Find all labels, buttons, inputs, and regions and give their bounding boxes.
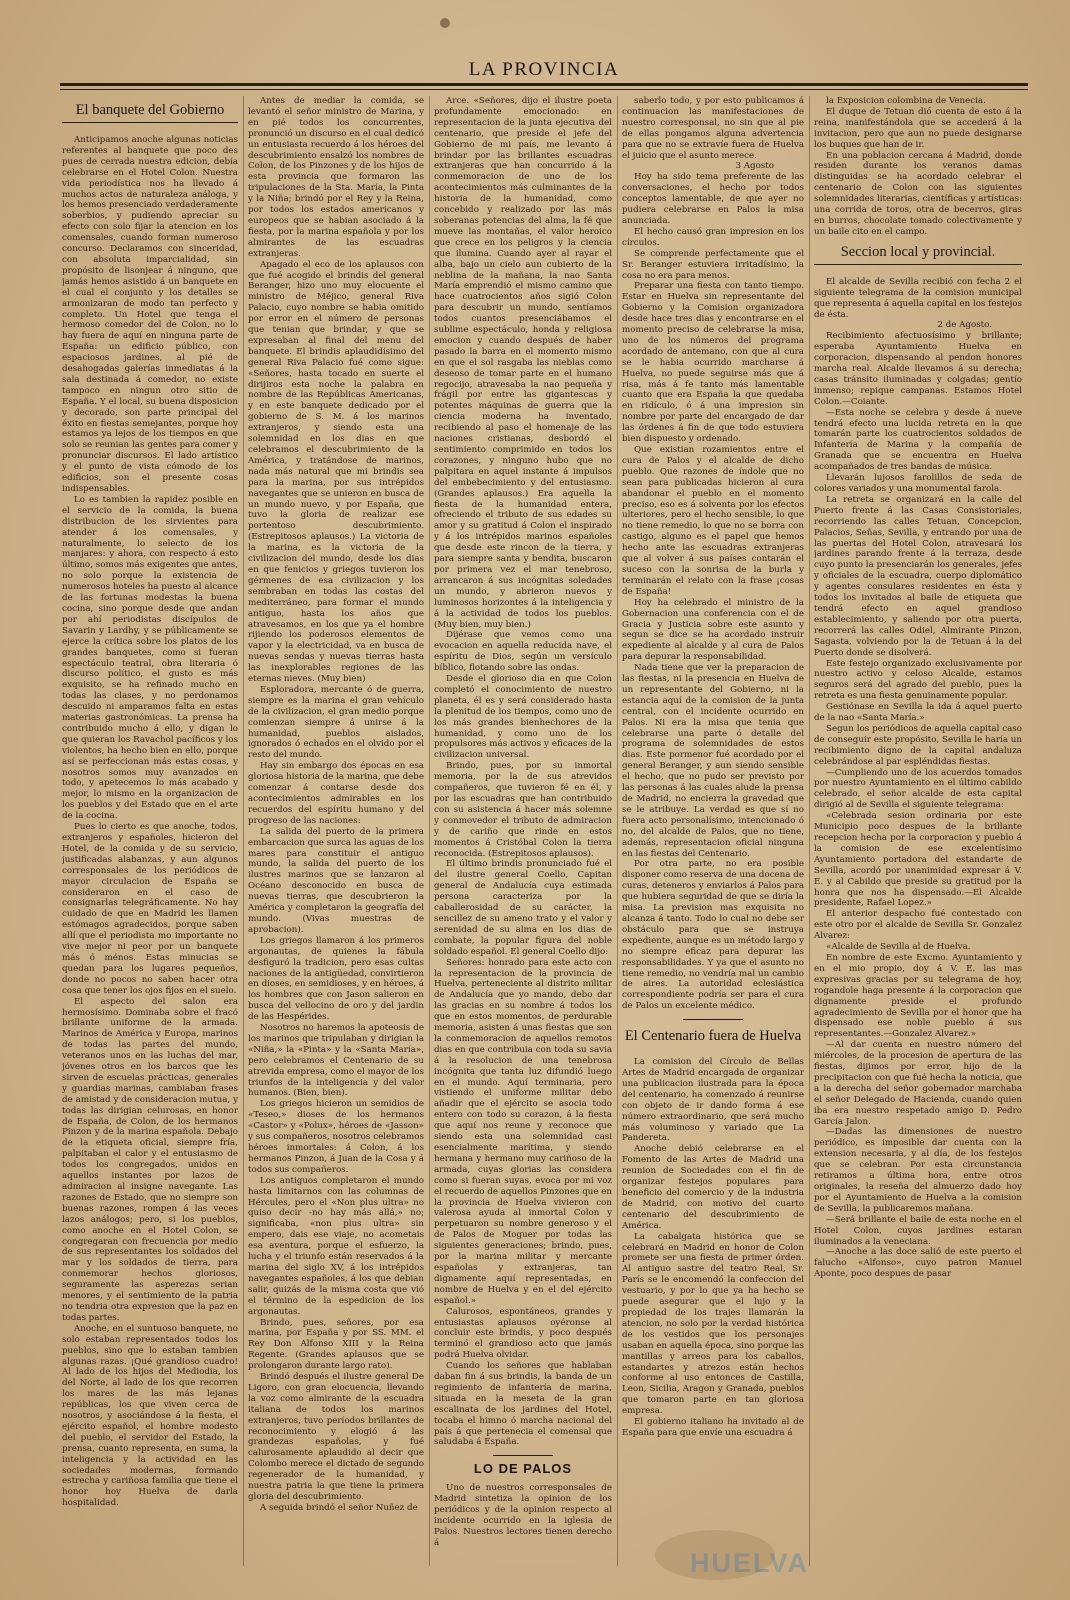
paragraph: —Al dar cuenta en nuestro número del miércoles, de la procesion de apertura de las fiestas, dijimos por error, hijo de la precipitacion con que fué hecha la noticia, que a la derecha del señor gobernador marchaba el señor Delegado de Hacienda, cuando quien iba era nuestro respetado amigo D. Pedro García Jalon.: [814, 1040, 1022, 1127]
section-rule: [493, 1455, 553, 1456]
paragraph: Por otra parte, no era posible disponer como reserva de una docena de curas, deteneros y enviarlos á Palos para que hubiera seguridad de que se diría la misa. La prevision mas exquisita no alcanza á tanto. Todo lo cual no debe ser obstáculo para que se instruya expediente, aunque es un método largo y no siempre eficaz para depurar las responsabilidades. Y ya que el asunto no tiene remedio, no vendría mal un cambio de aires. La autoridad eclesiástica correspondiente podría ser para el cura de Palos un excelente médico.: [622, 859, 804, 1012]
paragraph: El anterior despacho fué contestado con este otro por el alcalde de Sevilla Sr. Gonzalez Alvarez:: [814, 909, 1022, 942]
paragraph: Desde el glorioso dia en que Colon completó el conocimiento de nuestro planeta, él es y será considerado hasta la plenitud de los tiempos, como uno de los más grandes bienhechores de la humanidad, y como uno de los propulsores más activos y eficaces de la civilizacion universal.: [434, 674, 612, 761]
masthead-rule: [60, 83, 1028, 86]
paragraph: Calurosos, espontáneos, grandes y entusiastas aplausos oyéronse al concluir este brindis, y poco después terminó el grandioso acto que jamás podrá Huelva olvidar.: [434, 1306, 612, 1361]
section-rule: [683, 1019, 743, 1020]
dateline: 3 Agosto: [735, 161, 774, 172]
paragraph: La retreta se organizará en la calle del Puerto frente á las Casas Consistoriales, recorriendo las calles Tetuan, Concepcion, Palacios, Señas, Sevilla, y entrando por una de las puertas del Hotel Colon, atravesará los jardines parando frente á la terraza, desde cuyo punto la presenciarán los generales, jefes y oficiales de la escuadra, cuerpo diplomático y agentes consulares residentes en ésta y todos los invitados al baile de etiqueta que tendrá efecto en aquel grandioso establecimiento, y saliendo por otra puerta, recorrerá las calles Odiel, Almirante Pinzon, Sagasta, volviendo por la de Tetuan á la del Puerto donde se disolverá.: [814, 494, 1022, 658]
paragraph: —Será brillante el baile de esta noche en el Hotel Colon, cuyos jardines estaran iluminados a la veneciana.: [814, 1214, 1022, 1247]
paragraph: Nosotros no haremos la apoteosis de los marinos que tripulaban y dirigian la «Niña,» la «Pinta» y la «Santa María», pero celebramos el Centenario de su atrevida empresa, como el mayor de los triunfos de la inteligencia y del valor humanos. (Bien, bien).: [248, 1023, 424, 1099]
paragraph: La comision del Círculo de Bellas Artes de Madrid encargada de organizar una publicacion ilustrada para la época del centenario, ha comenzado á reunirse con objeto de ir dando forma á ese número extraordinario, que será mucho más voluminoso y variado que La Pandereta.: [622, 1057, 804, 1144]
paragraph: Que existian rozamientos entre el cura de Palos y el alcalde de dicho pueblo. Que razones de índole que no sean para publicadas hicieron al cura abandonar el pueblo en el momento preciso, eso es á solventa por los efectos ulteriores, pero el hecho sensible, lo que no tiene remedio, lo que no se borra con castigo, alguno es el papel que hemos hecho ante las escuadras extranjeras que al volver á sus países contarán el suceso con la sonrisa de la burla y terminarán el relato con la frase ¡cosas de España!: [622, 445, 804, 597]
paragraph: Nada tiene que ver la preparacion de las fiestas, ni la presencia en Huelva de un representante del Gobierno, ni la estancia aquí de la comision de la junta central, con el incidente ocurrido en Palos. Ni era la misa que tenia que celebrarse una parte ó detalle del programa de solemnidades de estos dias. Este pormenor fué acordado por el general Beranger, y aun siendo sensible el hecho, que no pudo ser previsto por las personas á las cuales alude la prensa de Madrid, no encierra la gravedad que se le atribuye. La verdad es que sí no fuera acto personalísimo, intencionado ó no, del alcalde de Palos, que no tiene, además, representacion oficial ninguna en las fiestas del Centenario.: [622, 663, 804, 859]
paragraph: «Celebrada sesion ordinaria por este Municipio poco despues de la brillante recepcion hecha por la corporacion y pueblo á la comision de ese excelentísimo Ayuntamiento portadora del estandarte de Sevilla, acordó por unanimidad expresar á V. E. y al Cabildo que preside su gratitud por la honra que nos ha dispensado.—El Alcalde presidente, Rafael Lopez.»: [814, 811, 1022, 909]
article-heading: El Centenario fuera de Huelva: [624, 1028, 802, 1045]
masthead-rule-thin: [60, 89, 1028, 90]
paragraph: Dijérase que vemos como una evocacion en aquella reducida nave, el espíritu de Dios, según un versículo bíblico, flotando sobre las ondas.: [434, 630, 612, 674]
column-divider: [429, 96, 430, 1566]
paragraph: Hoy ha celebrado el ministro de la Gobernacion una conferencia con el de Gracia y Justicia sobre este asunto y segun se dice se ha acordado instruir expediente al alcalde y al cura de Palos para depurar la responsabilidad.: [622, 597, 804, 663]
paragraph: Brindó después el ilustre general De Ligoro, con gran elocuencia, llevando la voz como almirante de la escuadra italiana de todos los marinos extranjeros, tuvo períodos brillantes de reconocimiento y elogió á las grandezas españolas, y fué calurosamente aplaudido al decir que Colombo merece el dictado de segundo regenerador de la humanidad, y nuestra patria la que tiene la primera gloria del descubrimiento.: [248, 1372, 424, 1502]
paragraph: Apagado el eco de los aplausos con que fué acogido el brindis del general Beranger, hizo uno muy elocuente el ministro de Méjico, general Riva Palacio, cuyo nombre se habia omitido por error en el número de personas que tenian que brindar, y que se expresaban al final del menu del banquete. El brindis aplaudidísimo del general Riva Palacio fué como sigue: «Señores, hasta tocado en suerte el dirijiros esta noche la palabra en nombre de las Repúblicas Americanas, y en este banquete dedicado por el gobierno de S. M. á los marinos extranjeros, y siendo esta una solemnidad en los dias en que celebramos el descubrimiento de la América, y tratándose de marinos, nada más natural que mi brindis sea para la marina, por sus intrépidos navegantes que se unieron en busca de un mundo nuevo, y por España, que tuvo la gloria de realizar ese portentoso descubrimiento. (Estrepitosos aplausos.) La victoria de la marina, es la victoria de la civilizacion del mundo, desde los dias en que fenicios y griegos tuvieron los gérmenes de esa civilizacion y los sembraban en todas las costas del mediterráneo, para formar el mundo antiguo, hasta los años que atravesamos, en los que ya el hombre rijiendo los poderosos elementos de vapor y la electricidad, va en busca de nuevas sendas y nuevas tierras hasta las inexplorables regiones de las eternas nieves. (Muy bien): [248, 259, 424, 685]
column-5: [814, 96, 1022, 1566]
paragraph: El hecho causó gran impresion en los círculos.: [622, 226, 804, 248]
paragraph: —Cumpliendo uno de los acuerdos tomados por nuestro Ayuntamiento en el último cabildo celebrado, el señor alcalde de esta capital dirigió al de Sevilla el siguiente telegrama:: [814, 767, 1022, 811]
archive-watermark: HUELVA: [690, 1548, 809, 1578]
masthead: [60, 58, 1028, 86]
paragraph: El aspecto del salon era hermosísimo. Dominaba sobre el fracó brillante uniforme de la armada. Marinos de América y Europa, marinos de todas las partes del mundo, veteranos unos en las luchas del mar, jóvenes otros en los barcos que les sirven de escuelas prácticas, generales y guardias marinas, cambiaban frases de amistad y de consideracion mutua, y todas las dirigian celurosas, en honor de España, de Colon, de los hermanos Pinzon y de la marina española. Debajo de la etiqueta oficial, siempre fría, palpitaban el calor y el entusiasmo de todos los congregados, unidos en aquellos instantes por lazos de admiracion al insigne navegante. Las razones de Estado, que no siempre son buenas razones, rompen á las veces lazos análogos; pero, si los pueblos, como anoche en el Hotel Colon, se congregaran con frecuencia por medio de sus representantes los soldados del mar y los soldados de tierra, para conmemorar hechos gloriosos, seguramente las asperezas serian menores, y el sentimiento de la patria no tendria otra expresion que la paz en todas partes.: [62, 996, 238, 1323]
paragraph: Señores: honrado para este acto con la representacion de la provincia de Huelva, perteneciente al distrito militar de Andalucía que yo mando, debo dar las gracias en su nombre á todos los que en estos momentos, de perdurable memoria, asisten á unas fiestas que son la conmemoracion de aquellos remotos dias en que contribuia con toda su savia á la resolucion de una tenebrosa incógnita que tanta luz difundió luego en el mundo. Aquí terminaria, pero vistiendo el uniforme militar debo añadir que el ejército se asocia todo entero con todo su corazon, á la fiesta que aquí nos reune y reconoce que siendo esta una solemnidad casi esencialmente marítima, y siendo hermana y hermano muy cariñoso de la armada, cuyas glorias las considera como si fueran suyas, evoca por mi voz el recuerdo de aquellos Pinzones que en la provincia de Huelva vivieron con valerosa ayuda al inmortal Colon y perpetuaron su nombre generoso y el de Palos de Moguer por todas las siguientes generaciones; brindo, pues, por la marina militar y mercante españolas y extranjeras, tan dignamente aquí representadas, en nombre de Huelva y en el del ejército español.»: [434, 957, 612, 1306]
paper-pinhole: [440, 18, 450, 28]
column-divider: [243, 96, 244, 1566]
paragraph: Antes de mediar la comida, se levantó el señor ministro de Marina, y en pié todos los concurrentes, pronunció un discurso en el cual dedicó un entusiasta recuerdo á los héroes del descubrimiento ensalzó los nombres de Colon, de los Pinzones y de los hijos de esta provincia que formaron las tripulaciones de la Sta. María, la Pinta y la Niña; brindó por el Rey y la Reina, por todos los estados americanos y europeos que se habian asociado á la fiesta, por la marina española y por los almirantes de las escuadras extranjeras.: [248, 96, 424, 259]
column-4: [622, 96, 804, 1566]
paragraph: Llevarán lujosos farolillos de seda de colores variados y una monumental farola.: [814, 473, 1022, 494]
column-1: [62, 96, 238, 1566]
paragraph: En una poblacion cercana á Madrid, donde residen durante los veranos damas distinguidas se ha acordado celebrar el centenario de Colon con las siguientes solemnidades literarias, científicas y artísticas: una corrida de toros, otra de becerros, giras en burros, chocolate tomado colectivamente y un baile cito en el campo.: [814, 150, 1022, 237]
masthead-title: LA PROVINCIA: [468, 59, 620, 80]
paragraph: —Esta noche se celebra y desde á nueve tendrá efecto una lucida retreta en la que tomarán parte los cuatrocientos soldados de Infantería de Marina y la compañía de Granada que se encuentra en Huelva acompañados de tres bandas de música.: [814, 407, 1022, 473]
paragraph: Gestiónase en Sevilla la ida á aquel puerto de la nao «Santa María.»: [814, 702, 1022, 724]
dateline: 2 de Agosto.: [937, 320, 992, 331]
paragraph: saberlo todo, y por esto publicamos á continuacion las manifestaciones de nuestro corresponsal, no sin que al pie de ellas pongamos alguna advertencia para que no se extravíe fuera de Huelva el juicio que el asunto merece.: [622, 96, 804, 161]
paragraph: Recibimiento afectuosísimo y brillante; esperaba Ayuntamiento Huelva en corporacion, dispensando al pendon honores marcha real. Alcalde llevamos á su derecha; casas tránsito iluminadas y colgadas; gentío inmenso; repique campanas. Estamos Hotel Colon.—Coiante.: [814, 331, 1022, 407]
paragraph: Los griegos llamaron á los primeros argonautas, de quienes la fábula desfiguró la tradicion, pero esas cultas naciones de la antigüedad, convirtieron en dioses, en semidioses, y en héroes, á los hombres que con Jason salieron en busca del vellocino de oro y del jardin de las Hespérides.: [248, 935, 424, 1023]
paragraph: Brindo, pues, por su inmortal memoria, por la de sus atrevidos compañeros, que tuvieron fé en él, y por las escuadras que han contribuido con su asistencia á hacer más solemne y conmovedor el tributo de admiracion y de cariño que rinde en estos momentos á Cristóbal Colon la tierra reconocida. (Estrepitosos aplausos).: [434, 761, 612, 859]
paragraph: Se comprende perfectamente que el Sr. Beranger estuviera irritadísimo, la cosa no era para menos.: [622, 248, 804, 281]
section-heading: Seccion local y provincial.: [814, 243, 1022, 265]
paragraph: Uno de nuestros corresponsales de Madrid sintetiza la opinion de los periódicos y de la opinion respecto al incidente ocurrido en la iglesia de Palos. Nuestros lectores tienen derecho á: [434, 1483, 612, 1548]
paragraph: Anoche, en el suntuoso banquete, no solo estaban representados todos los pueblos, sino que lo estaban tambien algunas razas. ¡Qué grandioso cuadro! Al lado de los hijos del Mediodia, los del Norte, al lado de los que recorren los mares de las más lejanas repúblicas, los que viven cerca de nosotros, y asociándose á la fiesta, el ejército español, el hombre modesto del pueblo, el servidor del Estado, la prensa, cuanto representa, en suma, la inteligencia y la actividad en las sociedades modernas, formando estrecha y cariñosa familia que tiene el honor hoy Huelva de darla hospitalidad.: [62, 1323, 238, 1509]
paragraph: La cabalgata histórica que se celebrará en Madrid en honor de Colon promete ser una fiesta de primer órden. Al antiguo sastre del teatro Real, Sr. París se le encomendó la confeccion del vestuario, y por lo que ya ha hecho se puede asegurar que el lujo y la propiedad de los trajes llamarán la atencion, no solo por la verdad histórica de los vestidos que los personajes usaban en aquella época, sino porque las mantillas y arreos para los caballos, estandartes y atrezos están hechos conforme al uso entonces de Castilla, Leon, Sicilia, Aragon y Granada, pueblos que tomaron parte en tan gloriosa empresa.: [622, 1231, 804, 1417]
article-heading: LO DE PALOS: [473, 1461, 573, 1477]
article-heading: El banquete del Gobierno: [62, 101, 238, 123]
paragraph: la Exposicion colombina de Venecia.: [826, 96, 986, 106]
paragraph: Hoy ha sido tema preferente de las conversaciones, el hecho por todos conceptos lamentable, de que ayer no pudiera celebrarse en Palos la misa anunciada.: [622, 172, 804, 226]
paragraph: Este festejo organizado exclusivamente por nuestro activo y celoso Alcalde, estamos seguros será del agrado del pueblo, pues la retreta es una fiesta genuinamente popular.: [814, 658, 1022, 702]
paragraph: Anticipamos anoche algunas noticias referentes al banquete que poco des pues de cerrada nuestra edicion, debía celebrarse en el Hotel Colon. Nuestra vida periodística nos ha llevado á muchos actos de naturaleza análoga, y los hemos presenciado verdaderamente soberbios, y pudiendo apreciar su efecto con solo fijar la atencion en los comensales, cuando forman numeroso concurso. Declaramos con sinceridad, con absoluta imparcialidad, sin propósito de lisonjear á ninguno, que jamás hemos asistido á un banquete en el cual el conjunto y los detalles se armonizaran de modo tan perfecto y completo. Un Hotel que tenga el hermoso comedor del de Colon, no lo hay fuera de aquí en ninguna parte de España: un edificio público, con espaciosos jardines, al pié de desahogadas galerías inmediatas á la sala destinada á comedor, no existe tampoco en ningun otro sitio de España. Y el local, su buena disposicion y decorado, son parte principal del éxito en fiestas semejantes, porque hoy estamos ya lejos de los tiempos en que solo se reunian las gentes para comer y pronunciar discursos. El lado artístico y el punto de vista cómodo de los edificios, son el presente cosas indispensables.: [62, 135, 238, 494]
paragraph: Anoche debió celebrarse en el Fomento de las Artes de Madrid una reunion de Sociedades con el fin de organizar festejos populares para beneficio del comercio y de la industria de Madrid, con motivo del cuarto centenario del descubrimiento de América.: [622, 1144, 804, 1231]
paragraph: La salida del puerto de la primera embarcacion que surca las aguas de los mares para constituir el antiguo mundo, la salida del puerto de los ilustres marinos que se lanzaron al Océano desconocido en busca de nuevas tierras, que descubrieron la América y completaron la geografía del mundo. (Vivas muestras de aprobacion).: [248, 826, 424, 935]
column-3: [434, 96, 612, 1566]
paragraph: —Dadas las dimensiones de nuestro periódico, es imposible dar cuenta con la extension necesaria, y al día, de los festejos que se celebran. Por esta circunstancia retiramos a última hora, entre otros originales, la reseña del almuerzo dado hoy por el Ayuntamiento de Huelva a la comision de Sevilla, la publicaremos mañana.: [814, 1127, 1022, 1214]
paragraph: El alcalde de Sevilla recibió con fecha 2 el siguiente telegrama de la comision municipal que representa á aquella capital en los festejos de ésta.: [814, 276, 1022, 320]
paragraph: Cuando los señores que hablaban daban fin á sus brindis, la banda de un regimiento de infantería de marina, situada en la meseta de la gran escalinata de los jardines del Hotel, tocaba el himno ó marcha nacional del país á que pertenecia el comensal que saludaba á España.: [434, 1361, 612, 1448]
paragraph: —Anoche a las doce salió de este puerto el falucho «Alfonso», cuyo patron Manuel Aponte, poco despues de pasar: [814, 1247, 1022, 1280]
paragraph: El último brindis pronunciado fué el del ilustre general Coello, Capitan general de Andalucía cuya estimada persona caracteriza por la caballerosidad de su carácter, la sencillez de su ameno trato y el valor y serenidad de su alma en los dias de combate, la popular figura del noble soldado español. El general Coello dijo:: [434, 859, 612, 957]
paragraph: Lo es tambien la rapidez posible en el servicio de la comida, la buena distribucion de los sirvientes para atender á los comensales, y naturalmente, lo selecto de los manjares: y ahora, con respecto á esto último, somos más exigentes que antes, no solo porque la existencia de numerosos hoteles ha puesto al alcance de las fortunas modestas la buena cocina, sino porque desde que andan por ahí periodistas discípulos de Savarin y Lardhy, y se públicamente se ejerce la crítica sobre los platos de los grandes banquetes, como si fueran espectáculo teatral, obra literaria ó discurso político, el gusto es más exquisito, se ha refinado mucho en todas las clases, y no perdonamos descuido ni amparamos falta en estas materias gastronómicas. La prensa ha contribuido mucho á ello, y digan lo que quieran los Ravachol pacíficos y los violentos, ha hecho bien en ello, porque así se perfeccionan más estas cosas, y nosotros somos muy avanzados en todo, y apetecemos lo más acabado y mejor, lo mismo en la organizacion de los pueblos y del Estado que en el arte de la cocina.: [62, 494, 238, 822]
paragraph: Segun los periódicos de aquella capital caso de conseguir este propósito, Sevilla le haría un recibimiento digno de la capital andaluza celebrándose al par espléndidas fiestas.: [814, 723, 1022, 767]
paragraph: Preparar una fiesta con tanto tiempo. Estar en Huelva sin representante del Gobierno y la Comision organizadora desde hace tres dias y encontrarse en el momento preciso de celebrarse la misa, uno de los números del programa acordado de antemano, con que al cura se le habia ocurrido marcharse á Huelva, no puede seguirse más que á risa, más á fe tanto más lamentable cuanto que era España la que quedaba en ridículo, ó á una impresion sin nombre por parte del encargado de dar las órdenes á fin de que todo estuviera bien dispuesto y ordenado.: [622, 281, 804, 445]
paragraph: Los griegos hicieron un semidios de «Teseo,» dioses de los hermanos «Castor» y «Polux», héroes de «Jasson» y sus compañeros, nosotros celebramos héroes inmortales: á Colon, á los hermanos Pinzon, á Juan de la Cosa y á todos sus compañeros.: [248, 1099, 424, 1175]
paragraph: El gobierno italiano ha invitado al de España para que envíe una escuadra á: [622, 1417, 804, 1438]
paragraph: Arce. «Señores, dijo el ilustre poeta profundamente emocionado: en representacion de la junta ejecutiva del centenario, que preside el jefe del Gobierno de mi país, me levanto á brindar por las brillantes escuadras extranjeras que han concurrido á la conmemoracion de uno de los acontecimientos más culminantes de la historia de la humanidad, como concebido y realizado por las más soberanas potencias del alma, la fé que mueve las montañas, el valor heroico que crece en los peligros y la ciencia que ilumina. Cuando ayer al rayar el alba, bajo un cielo aun cubierto de la neblina de la mañana, la nao Santa María emprendió el mismo camino que hace cuatrocientos años sigió Colon para descubrir un mundo, sentíamos todos cuantos presenciábamos el sublime espectáculo, honda y religiosa emocion y cuando después de haber pasado la barra en el momento mismo en que el sol rasgaba las nieblas como deseoso de tomar parte en el humano regocijo, atravesaba la nao pequeña y frágil por entre las gigantescas y potentes máquinas de guerra que la ciencia moderna ha inventado, recibiendo al paso el homenaje de las naciones cristianas, desbordó el sentimiento comprimido en todos los corazones, y ninguno hubo que no palpitara en aquel instante á impulsos del embebecimiento y del entusiasmo. (Grandes aplausos.) Era aquella la fiesta de la humanidad entera, ofreciendo el tributo de sus edades su amor y su gratitud á Colon el inspirado y á los intrépidos marinos españoles que desde este rincon de la tierra, y para siempre santa y bendita, buscaron por primera vez el mar tenebroso, arrancaron á sus incógnitas soledades un mundo, y abrieron nuevos y luminosos horizontes á la inteligencia y á la actividad de todos los pueblos. (Muy bien, muy bien.): [434, 96, 612, 630]
paragraph: A seguida brindó el señor Nuñez de: [260, 1502, 418, 1513]
column-divider: [809, 96, 810, 1566]
paragraph: Pues lo cierto es que anoche, todos, extranjeros y españoles, hicieron del Hotel, de la comida y de su servicio, justificadas alabanzas, y aun algunos corresponsales de los periódicos de mayor circulacion de España se consideraron en el caso de consignarlas telegráficamente. No hay cuidado de que en Madrid les llamen estómagos agradecidos, porque saben allí que el periodista mo importante no vive mejor ni peor por un banquete más ó ménos. Estas minucias se quedan para los lugares pequeños, donde no pocos no saben hacer otra cosa que tener los ojos fijos en el suelo.: [62, 822, 238, 996]
paragraph: «Alcalde de Sevilla al de Huelva.: [826, 942, 971, 953]
column-divider: [617, 96, 618, 1566]
paragraph: Hay sin embargo dos épocas en esa gloriosa historia de la marina, que debe comenzar á contarse desde dos acontecimientos admirables en los recuerdos del espíritu humano y del progreso de las naciones:: [248, 761, 424, 826]
paragraph: Esploradora, mercante ó de guerra, siempre es la marina el gran vehículo de la civilizacion, el gran medio porque comienzan siempre á unirse á la humanidad, pueblos aislados, ignorados ó echados en el olvido por el resto del mundo.: [248, 684, 424, 761]
paragraph: El duque de Tetuan dió cuenta de esto á la reina, manifestándola que se accederá á la invitacion, pero que aun no puede designarse los buques que han de ir.: [814, 106, 1022, 150]
paragraph: Los antiguos completaron el mundo hasta limitarnos con las columnas de Hércules, pero el «Non plus ultra» no quiso decir -no hay más allá,» no; significaba, «non plus ultra» sin empero, dais ese viaje, no acometais esa aventura, porque el esfuerzo, la lucha y el triunfo están reservados á la marina del siglo XV, á los intrépidos navegantes españoles, á los que debian salir, quizás de la misma costa que vió el término de la espedicion de los argonautas.: [248, 1175, 424, 1317]
column-2: [248, 96, 424, 1566]
paragraph: En nombre de este Excmo. Ayuntamiento y en el mio propio, doy á V. E. las mas expresivas gracias por su telegrama de hoy, rogandole haga presente á la corporacion que dignamente preside el profundo agradecimiento de Sevilla por el honor que ha dispensado ese noble pueblo á sus representantes.—Gonzalez Alvarez.»: [814, 952, 1022, 1040]
paragraph: Brindo, pues, señores, por esa marina, por España y por SS. MM. el Rey Don Alfonso XIII y la Reina Regente. (Grandes aplausos que se prolongaron durante largo rato).: [248, 1317, 424, 1372]
